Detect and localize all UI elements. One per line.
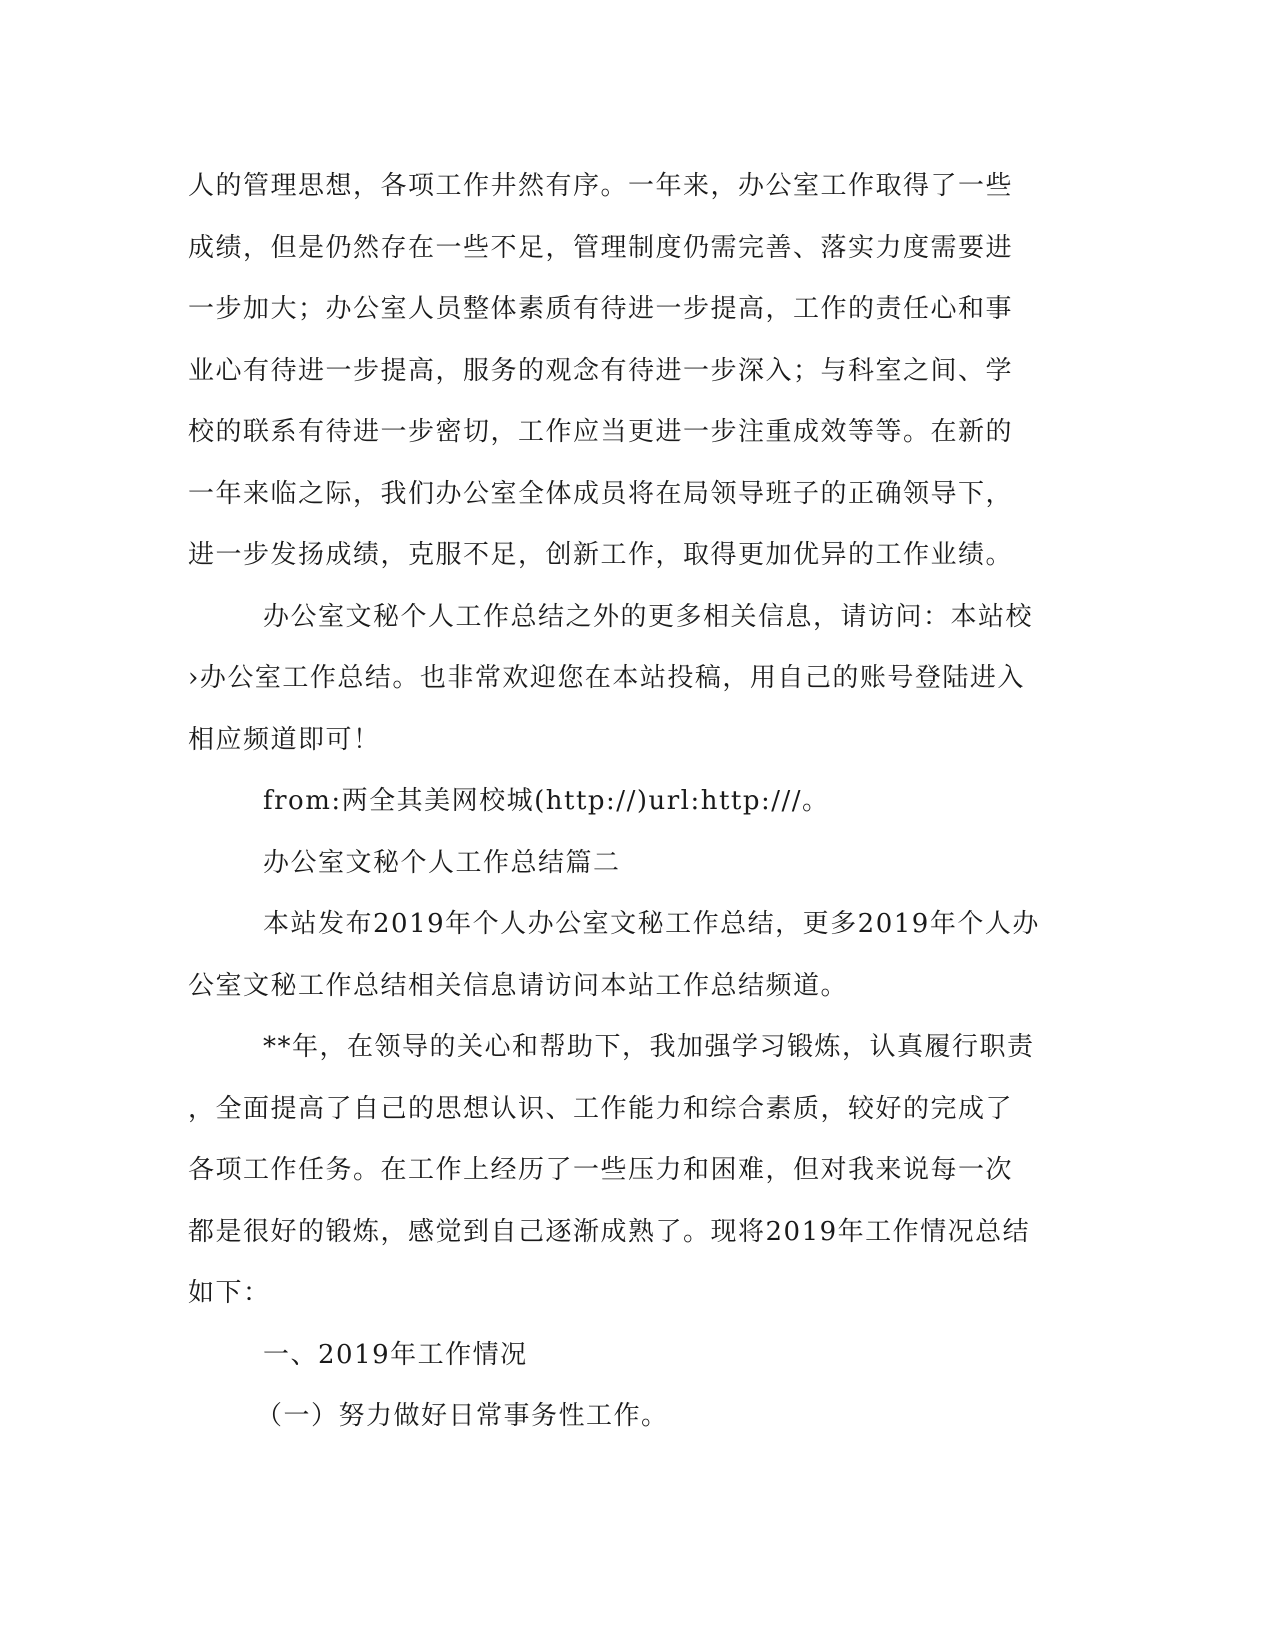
text-line: 一步加大；办公室人员整体素质有待进一步提高，工作的责任心和事 <box>188 294 1014 324</box>
text-line: 如下： <box>188 1278 271 1308</box>
document-body <box>188 156 1088 1448</box>
text-line: 公室文秘工作总结相关信息请访问本站工作总结频道。 <box>188 970 849 1001</box>
text-line: 进一步发扬成绩，克服不足，创新工作，取得更加优异的工作业绩。 <box>188 540 1014 570</box>
text-line: 一年来临之际，我们办公室全体成员将在局领导班子的正确领导下， <box>188 478 1014 509</box>
subsection-heading: （一）努力做好日常事务性工作。 <box>256 1401 669 1431</box>
text-line: 本站发布2019年个人办公室文秘工作总结，更多2019年个人办 <box>263 909 1040 939</box>
text-line: ›办公室工作总结。也非常欢迎您在本站投稿，用自己的账号登陆进入 <box>188 663 1025 693</box>
section-heading: 一、2019年工作情况 <box>263 1339 528 1370</box>
text-line: **年，在领导的关心和帮助下，我加强学习锻炼，认真履行职责 <box>263 1032 1035 1062</box>
text-line: 成绩，但是仍然存在一些不足，管理制度仍需完善、落实力度需要进 <box>188 232 1014 263</box>
source-line: from:两全其美网校城(http://)url:http:///。 <box>263 786 830 816</box>
text-line: 办公室文秘个人工作总结之外的更多相关信息，请访问：本站校 <box>263 601 1034 632</box>
text-line: 各项工作任务。在工作上经历了一些压力和困难，但对我来说每一次 <box>188 1155 1014 1185</box>
text-line: 业心有待进一步提高，服务的观念有待进一步深入；与科室之间、学 <box>188 355 1014 386</box>
text-line: 都是很好的锻炼，感觉到自己逐渐成熟了。现将2019年工作情况总结 <box>188 1216 1031 1247</box>
text-line: 人的管理思想，各项工作井然有序。一年来，办公室工作取得了一些 <box>188 171 1014 201</box>
text-line: 相应频道即可！ <box>188 724 381 755</box>
section-title: 办公室文秘个人工作总结篇二 <box>263 847 621 878</box>
text-line: 校的联系有待进一步密切，工作应当更进一步注重成效等等。在新的 <box>188 417 1014 447</box>
text-line: ，全面提高了自己的思想认识、工作能力和综合素质，较好的完成了 <box>188 1093 1014 1124</box>
